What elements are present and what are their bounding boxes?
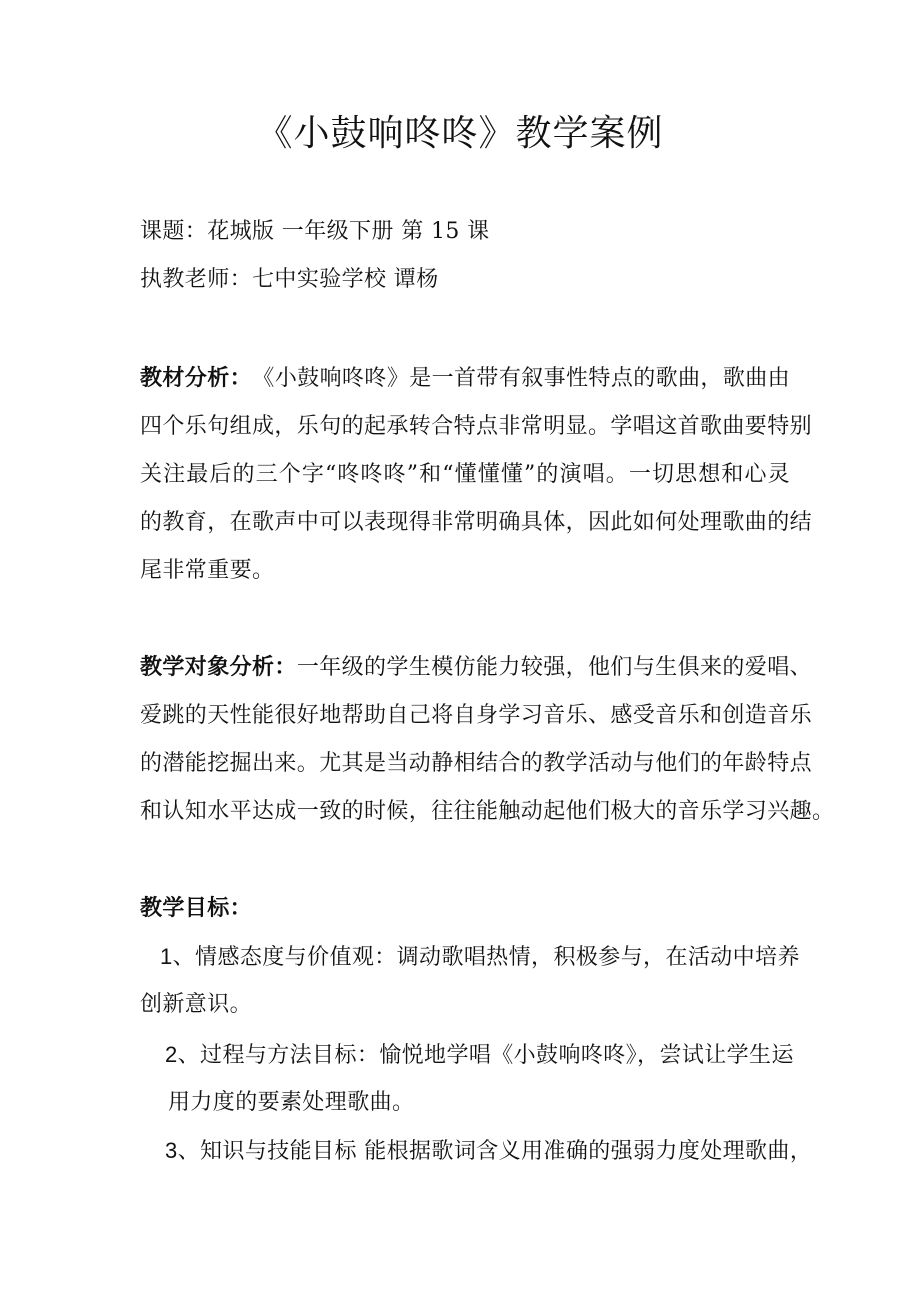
student-analysis-line-1 <box>140 652 813 684</box>
goal-2-number: 2 <box>165 1042 178 1067</box>
student-analysis-heading: 教学对象分析： <box>140 655 297 680</box>
material-analysis-heading: 教材分析： <box>140 366 242 391</box>
teacher-label: 执教老师： <box>140 267 253 292</box>
goal-2-line-1 <box>165 1039 794 1072</box>
course-info-line <box>140 216 490 248</box>
teacher-value: 七中实验学校 谭杨 <box>252 267 439 292</box>
course-value: 花城版 一年级下册 第 15 课 <box>207 219 490 244</box>
material-analysis-line-3: 关注最后的三个字“咚咚咚”和“懂懂懂”的演唱。一切思想和心灵 <box>140 462 790 487</box>
teacher-info-line <box>140 264 439 296</box>
goal-2-text: 、过程与方法目标：愉悦地学唱《小鼓响咚咚》，尝试让学生运 <box>177 1043 794 1068</box>
teaching-goals-heading: 教学目标： <box>140 896 253 921</box>
goal-1-line-2: 创新意识。 <box>140 992 253 1017</box>
document-title: 《小鼓响咚咚》教学案例 <box>256 113 664 154</box>
goal-3-line-1 <box>165 1135 813 1168</box>
student-analysis-line-4: 和认知水平达成一致的时候，往往能触动起他们极大的音乐学习兴趣。 <box>140 799 835 824</box>
material-analysis-line-2: 四个乐句组成，乐句的起承转合特点非常明显。学唱这首歌曲要特别 <box>140 414 813 439</box>
student-analysis-line-3: 的潜能挖掘出来。尤其是当动静相结合的教学活动与他们的年龄特点 <box>140 751 813 776</box>
material-analysis-line-4: 的教育，在歌声中可以表现得非常明确具体，因此如何处理歌曲的结 <box>140 510 813 535</box>
student-analysis-text: 一年级的学生模仿能力较强，他们与生俱来的爱唱、 <box>296 655 813 680</box>
goal-3-number: 3 <box>165 1138 178 1163</box>
goal-1-number: 1 <box>160 944 173 969</box>
material-analysis-line-5: 尾非常重要。 <box>140 558 275 583</box>
goal-3-text: 、知识与技能目标 能根据歌词含义用准确的强弱力度处理歌曲， <box>177 1139 813 1164</box>
course-label: 课题： <box>140 219 208 244</box>
goal-1-line-1 <box>160 941 800 974</box>
goal-2-line-2: 用力度的要素处理歌曲。 <box>168 1090 415 1115</box>
material-analysis-line-1 <box>140 363 790 395</box>
student-analysis-line-2: 爱跳的天性能很好地帮助自己将自身学习音乐、感受音乐和创造音乐 <box>140 703 813 728</box>
material-analysis-text: 《小鼓响咚咚》是一首带有叙事性特点的歌曲，歌曲由 <box>241 366 791 391</box>
goal-1-text: 、情感态度与价值观：调动歌唱热情，积极参与，在活动中培养 <box>172 945 800 970</box>
